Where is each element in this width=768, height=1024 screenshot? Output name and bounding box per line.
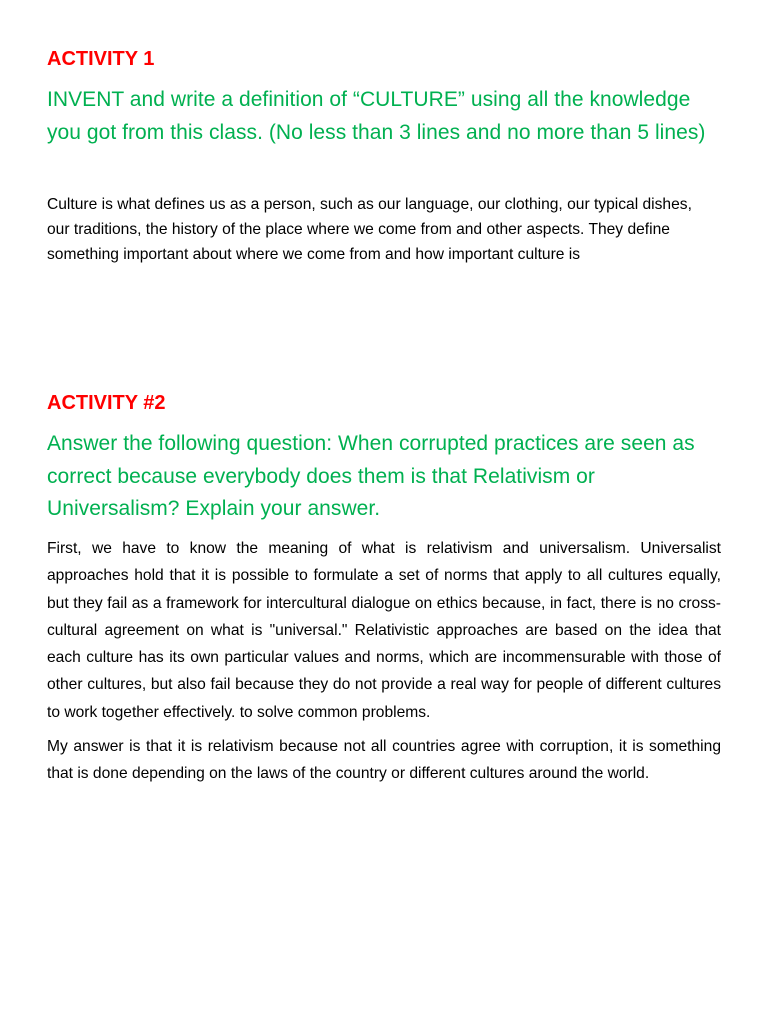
activity-2-answer-paragraph-2: My answer is that it is relativism because not all countries agree with corruption, it is something that is done depending on the laws of the country or different cultures around the world. <box>47 738 721 783</box>
activity-2-prompt: Answer the following question: When corrupted practices are seen as correct because everybody does them is that Relativism or Universalism? Explain your answer. <box>47 432 695 520</box>
activity-2-answer <box>47 535 721 788</box>
activity-1-prompt: INVENT and write a definition of “CULTURE” using all the knowledge you got from this class. (No less than 3 lines and no more than 5 lines) <box>47 88 706 144</box>
activity-2-answer-paragraph-1: First, we have to know the meaning of what is relativism and universalism. Universalist approaches hold that it is possible to formulate a set of norms that apply to all cultures equally, but they fail as a framework for intercultural dialogue on ethics because, in fact, there is no cross-cultural agreement on what is "universal." Relativistic approaches are based on the idea that each culture has its own particular values and norms, which are incommensurable with those of other cultures, but also fail because they do not provide a real way for people of different cultures to work together effectively. to solve common problems. <box>47 540 721 721</box>
activity-1-answer: Culture is what defines us as a person, such as our language, our clothing, our typical dishes, our traditions, the history of the place where we come from and other aspects. They define something important about where we come from and how important culture is <box>47 196 692 263</box>
activity-2-heading: ACTIVITY #2 <box>47 392 166 414</box>
activity-1-heading: ACTIVITY 1 <box>47 48 155 70</box>
